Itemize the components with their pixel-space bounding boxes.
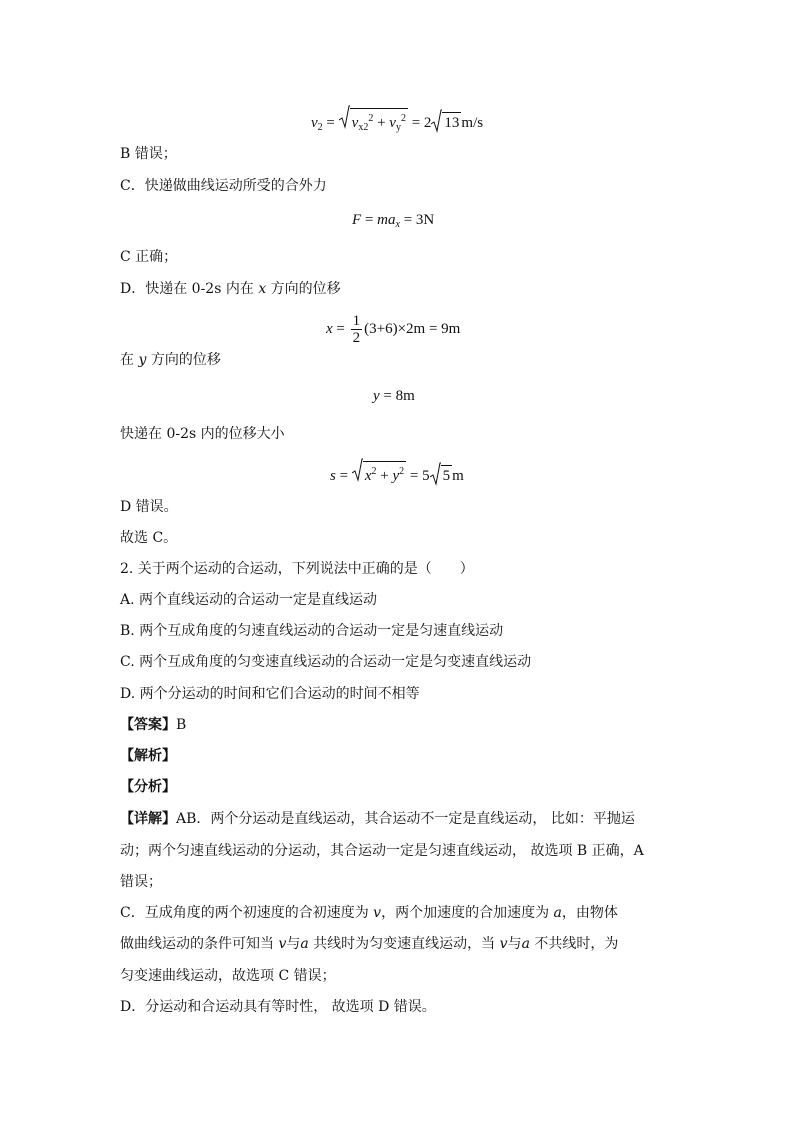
detail-p2b-v1: v (278, 936, 287, 952)
eq-v2-equals-2: = 2 (407, 115, 432, 131)
eq-s-s: s (330, 468, 336, 484)
analysis-label: 【解析】 (120, 748, 176, 764)
detail-p2a-v: v (373, 905, 382, 921)
detail-line-4 (120, 903, 618, 923)
detail-p2b-post: 不共线时，为 (529, 936, 619, 952)
eq-s-equals-2: = 5 (406, 468, 430, 484)
detail-p2b-with2: 与 (507, 936, 522, 952)
detail-line-6: 匀变速曲线运动，故选项 C 错误； (120, 968, 336, 984)
answer-label: 【答案】 (120, 717, 176, 733)
answer-value: B (176, 717, 187, 733)
eq-s-y: y (392, 468, 400, 484)
text-d-intro-var: x (258, 281, 267, 297)
text-y-intro-pre: 在 (120, 352, 139, 368)
text-y-intro (120, 350, 221, 370)
eq-f-m: m (377, 212, 388, 228)
equation-force (352, 210, 434, 235)
question-stem: 2. 关于两个运动的合运动，下列说法中正确的是（ ） (120, 561, 474, 577)
eq-x-equals: = (332, 320, 349, 337)
detail-line-2: 动；两个匀速直线运动的分运动，其合运动一定是匀速直线运动， 故选项 B 正确，A (120, 843, 644, 859)
detail-p2b-a1: a (300, 936, 309, 952)
eq-x-denominator: 2 (352, 330, 361, 346)
detail-line-3: 错误； (120, 874, 162, 890)
text-y-intro-var: y (138, 352, 147, 368)
eq-v2-radicand: 13 (442, 112, 461, 133)
detail-p2b-pre: 做曲线运动的条件可知当 (120, 936, 279, 952)
eq-v2-vx-sub: x2 (358, 122, 369, 133)
text-c-right: C 正确； (120, 249, 178, 265)
eq-f-a: a (387, 212, 396, 228)
detail-p2a-mid: ，两个加速度的合加速度为 (381, 905, 554, 921)
fenxi-label: 【分析】 (120, 779, 176, 795)
eq-v2-vy-sup: 2 (400, 113, 406, 124)
eq-s-sqrt-5 (430, 465, 453, 486)
text-s-intro: 快递在 0-2s 内的位移大小 (120, 426, 285, 442)
detail-line-1 (120, 809, 635, 829)
equation-s (330, 461, 464, 486)
eq-s-x: x (364, 468, 372, 484)
detail-p2b-mid: 共线时为匀变速直线运动，当 (308, 936, 500, 952)
eq-v2-unit: m/s (461, 115, 484, 131)
radical-icon (352, 458, 363, 482)
detail-p2a-a: a (553, 905, 562, 921)
radical-icon (431, 109, 442, 133)
text-choose: 故选 C。 (120, 530, 178, 546)
eq-s-y-sup: 2 (399, 466, 405, 477)
answer-line (120, 715, 186, 735)
eq-v2-lhs-sub: 2 (317, 122, 323, 133)
detail-line-5 (120, 934, 618, 954)
eq-v2-equals: = (322, 115, 339, 131)
eq-v2-sqrt (339, 108, 408, 138)
eq-x-fraction (351, 313, 363, 346)
eq-y-rhs: = 8m (379, 388, 415, 404)
detail-p2b-v2: v (499, 936, 508, 952)
text-d-wrong: D 错误。 (120, 499, 178, 515)
eq-f-f: F (352, 212, 362, 228)
detail-p1a: AB．两个分运动是直线运动，其合运动不一定是直线运动， 比如：平抛运 (176, 811, 635, 827)
eq-v2-sqrt-13 (431, 112, 461, 133)
detail-p2b-with1: 与 (286, 936, 301, 952)
option-a: A. 两个直线运动的合运动一定是直线运动 (120, 592, 378, 608)
equation-v2 (311, 108, 483, 138)
text-b-wrong: B 错误； (120, 146, 177, 162)
eq-s-equals: = (335, 468, 352, 484)
option-b: B. 两个互成角度的匀速直线运动的合运动一定是匀速直线运动 (120, 623, 504, 639)
option-d: D. 两个分运动的时间和它们合运动的时间不相等 (120, 686, 420, 702)
text-d-intro-post: 方向的位移 (266, 281, 341, 297)
eq-v2-plus: + (373, 115, 390, 131)
eq-x-x: x (326, 320, 333, 337)
eq-s-x-sup: 2 (371, 466, 377, 477)
eq-f-a-sub: x (395, 219, 400, 230)
eq-v2-vx-sup: 2 (368, 113, 374, 124)
eq-v2-vy-sub: y (395, 122, 401, 133)
eq-s-plus: + (376, 468, 393, 484)
eq-s-radicand: 5 (441, 465, 453, 486)
detail-label: 【详解】 (120, 811, 176, 827)
eq-y-y: y (373, 388, 380, 404)
radical-icon (339, 105, 350, 129)
eq-x-numerator: 1 (352, 313, 361, 329)
equation-y (373, 386, 415, 406)
detail-p2b-a2: a (521, 936, 530, 952)
detail-p2a-post: ，由物体 (561, 905, 618, 921)
text-c-intro: C．快递做曲线运动所受的合外力 (120, 178, 327, 194)
eq-v2-vy: v (389, 115, 396, 131)
option-c: C. 两个互成角度的匀变速直线运动的合运动一定是匀变速直线运动 (120, 654, 532, 670)
detail-line-7: D．分运动和合运动具有等时性， 故选项 D 错误。 (120, 999, 436, 1015)
eq-v2-lhs: v (311, 115, 318, 131)
text-y-intro-post: 方向的位移 (146, 352, 221, 368)
eq-f-equals: = (361, 212, 378, 228)
detail-p2a-pre: C．互成角度的两个初速度的合初速度为 (120, 905, 374, 921)
eq-f-rhs: = 3N (399, 212, 435, 228)
equation-x (326, 313, 460, 346)
text-d-intro-pre: D．快递在 0-2s 内在 (120, 281, 259, 297)
text-d-intro (120, 279, 341, 299)
eq-s-sqrt (352, 461, 406, 486)
radical-icon (430, 462, 441, 486)
eq-v2-vx: v (351, 115, 359, 131)
eq-x-rhs: (3+6)×2m = 9m (364, 320, 461, 337)
eq-s-unit: m (452, 468, 464, 484)
